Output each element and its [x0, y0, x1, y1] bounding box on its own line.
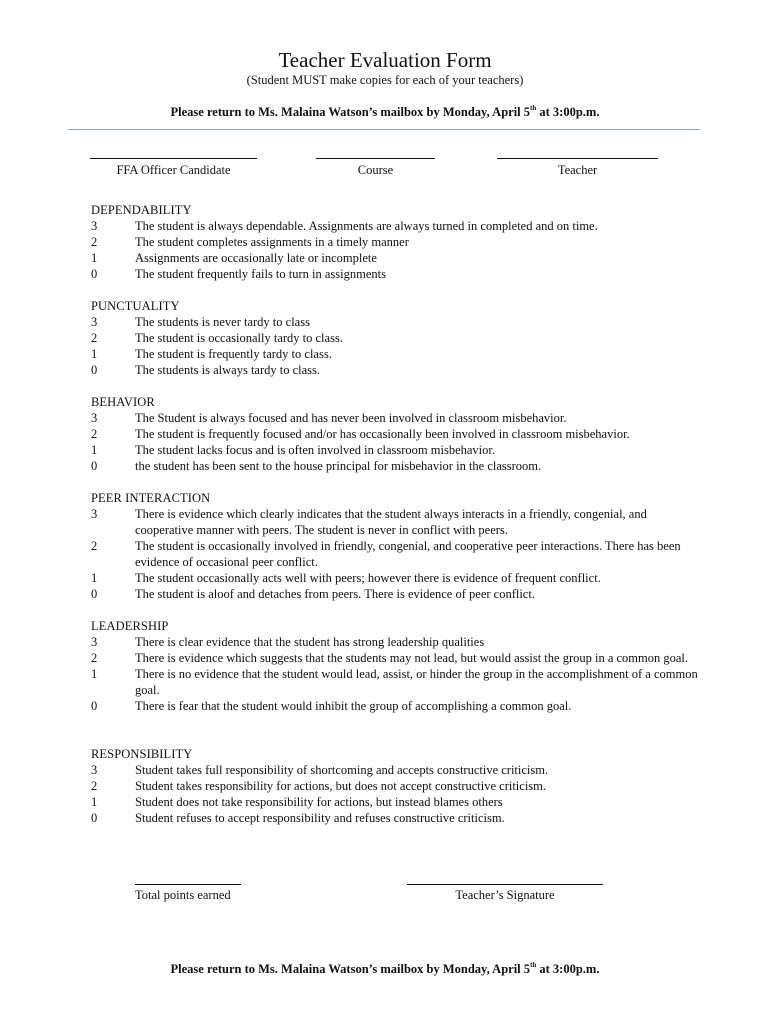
criteria-row — [91, 778, 701, 794]
section-heading: PEER INTERACTION — [91, 491, 211, 505]
criteria-row — [91, 762, 701, 778]
score: 0 — [91, 811, 98, 825]
return-note-sup: th — [530, 961, 537, 969]
criteria-row — [91, 666, 701, 698]
score: 3 — [91, 763, 98, 777]
section-heading: RESPONSIBILITY — [91, 747, 193, 761]
return-note-time: at 3:00p.m. — [536, 105, 600, 119]
score: 1 — [91, 443, 98, 457]
criteria-row — [91, 250, 701, 266]
section-punctuality — [91, 298, 701, 378]
score: 3 — [91, 315, 98, 329]
form-subtitle: (Student MUST make copies for each of your teachers) — [246, 73, 524, 87]
criteria-text: The student is always dependable. Assignments are always turned in completed and on time. — [135, 219, 598, 233]
section-behavior — [91, 394, 701, 474]
criteria-text: The student frequently fails to turn in assignments — [135, 267, 386, 281]
criteria-text: There is no evidence that the student would lead, assist, or hinder the group in the accomplishment of a common goal. — [135, 667, 698, 697]
criteria-text: Assignments are occasionally late or incomplete — [135, 251, 377, 265]
score: 2 — [91, 779, 98, 793]
criteria-row — [91, 698, 701, 714]
criteria-row — [91, 794, 701, 810]
criteria-row — [91, 586, 701, 602]
criteria-text: There is clear evidence that the student has strong leadership qualities — [135, 635, 485, 649]
section-heading: PUNCTUALITY — [91, 299, 180, 313]
criteria-text: The student is aloof and detaches from peers. There is evidence of peer conflict. — [135, 587, 535, 601]
criteria-row — [91, 314, 701, 330]
section-heading: LEADERSHIP — [91, 619, 169, 633]
score: 3 — [91, 411, 98, 425]
return-note-bottom — [0, 962, 770, 977]
criteria-text: Student takes full responsibility of shortcoming and accepts constructive criticism. — [135, 763, 549, 777]
section-peer-interaction — [91, 490, 701, 602]
criteria-text: There is evidence which clearly indicates that the student always interacts in a friendly, congenial, and cooperative manner with peers. The student is never in conflict with peers. — [135, 507, 647, 537]
teacher-field[interactable] — [497, 158, 658, 178]
score: 2 — [91, 331, 98, 345]
score: 2 — [91, 539, 98, 553]
criteria-text: The students is never tardy to class — [135, 315, 310, 329]
criteria-row — [91, 506, 701, 538]
score: 1 — [91, 795, 98, 809]
score: 1 — [91, 347, 98, 361]
section-responsibility — [91, 746, 701, 826]
criteria-row — [91, 426, 701, 442]
criteria-text: The student is occasionally tardy to class. — [135, 331, 343, 345]
criteria-text: The student completes assignments in a timely manner — [135, 235, 409, 249]
score: 2 — [91, 427, 98, 441]
criteria-text: the student has been sent to the house principal for misbehavior in the classroom. — [135, 459, 542, 473]
criteria-row — [91, 634, 701, 650]
section-heading: DEPENDABILITY — [91, 203, 192, 217]
course-field[interactable] — [316, 158, 435, 178]
score: 2 — [91, 651, 98, 665]
candidate-label: FFA Officer Candidate — [116, 163, 231, 177]
criteria-text: The student is frequently tardy to class. — [135, 347, 332, 361]
criteria-row — [91, 218, 701, 234]
score: 0 — [91, 587, 98, 601]
total-points-blank[interactable] — [135, 884, 241, 885]
candidate-blank[interactable] — [90, 158, 257, 159]
criteria-text: The students is always tardy to class. — [135, 363, 321, 377]
criteria-row — [91, 810, 701, 826]
score: 0 — [91, 459, 98, 473]
criteria-row — [91, 538, 701, 570]
criteria-row — [91, 346, 701, 362]
course-blank[interactable] — [316, 158, 435, 159]
teacher-signature-label: Teacher’s Signature — [455, 888, 555, 902]
criteria-text: There is fear that the student would inhibit the group of accomplishing a common goal. — [135, 699, 572, 713]
total-points-label: Total points earned — [135, 888, 231, 902]
score: 2 — [91, 235, 98, 249]
criteria-text: The student is occasionally involved in friendly, congenial, and cooperative peer interactions. There has been evidence of occasional peer conflict. — [135, 539, 681, 569]
score: 1 — [91, 571, 98, 585]
return-note-time: at 3:00p.m. — [536, 962, 600, 976]
form-title: Teacher Evaluation Form — [278, 48, 492, 72]
candidate-field[interactable] — [90, 158, 257, 178]
section-leadership — [91, 618, 701, 714]
teacher-blank[interactable] — [497, 158, 658, 159]
course-label: Course — [357, 163, 394, 177]
section-heading: BEHAVIOR — [91, 395, 155, 409]
score: 3 — [91, 507, 98, 521]
return-note-text: Please return to Ms. Malaina Watson’s mailbox by Monday, April 5 — [170, 105, 531, 119]
criteria-row — [91, 234, 701, 250]
total-points-field[interactable] — [135, 884, 241, 903]
criteria-row — [91, 570, 701, 586]
criteria-row — [91, 458, 701, 474]
criteria-row — [91, 266, 701, 282]
return-note-top — [0, 105, 770, 120]
score: 3 — [91, 219, 98, 233]
criteria-row — [91, 442, 701, 458]
teacher-signature-field[interactable] — [407, 884, 603, 903]
score: 1 — [91, 667, 98, 681]
criteria-text: Student takes responsibility for actions, but does not accept constructive criticism. — [135, 779, 547, 793]
score: 0 — [91, 267, 98, 281]
criteria-text: There is evidence which suggests that the students may not lead, but would assist the group in a common goal. — [135, 651, 689, 665]
score: 0 — [91, 363, 98, 377]
return-note-sup: th — [530, 104, 537, 112]
section-dependability — [91, 202, 701, 282]
score: 1 — [91, 251, 98, 265]
criteria-row — [91, 362, 701, 378]
return-note-text: Please return to Ms. Malaina Watson’s mailbox by Monday, April 5 — [170, 962, 531, 976]
teacher-label: Teacher — [557, 163, 598, 177]
criteria-row — [91, 650, 701, 666]
criteria-text: The student is frequently focused and/or has occasionally been involved in classroom misbehavior. — [135, 427, 630, 441]
criteria-text: The student occasionally acts well with peers; however there is evidence of frequent conflict. — [135, 571, 601, 585]
criteria-text: The student lacks focus and is often involved in classroom misbehavior. — [135, 443, 495, 457]
score: 3 — [91, 635, 98, 649]
criteria-text: Student does not take responsibility for actions, but instead blames others — [135, 795, 503, 809]
header-divider — [68, 129, 700, 130]
criteria-text: Student refuses to accept responsibility and refuses constructive criticism. — [135, 811, 505, 825]
criteria-row — [91, 410, 701, 426]
criteria-text: The Student is always focused and has never been involved in classroom misbehavior. — [135, 411, 567, 425]
teacher-signature-blank[interactable] — [407, 884, 603, 885]
criteria-row — [91, 330, 701, 346]
score: 0 — [91, 699, 98, 713]
